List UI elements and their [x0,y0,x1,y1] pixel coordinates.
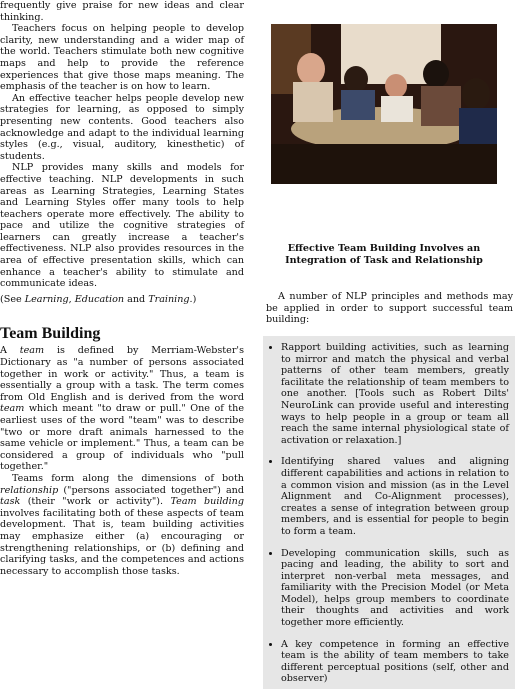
list-item: • Rapport building activities, such as learning to mirror and match the physical and verbal patterns of other team members, greatly facilitate the relationship of team members to one another. [Tools such as Robert Dilts' NeuroLink can provide useful and interesting ways to help people in a group or team all reach the same internal physiological state of activation or relaxation.] [281,342,509,446]
paragraph-intro: A number of NLP principles and methods may be applied in order to support successful team building: [266,291,513,326]
paragraph-team-definition: A team is defined by Merriam-Webster's Dictionary as "a number of persons associated together in work or activity." Thus, a team is essentially a group with a task. The term comes from Old English and is derived from the word team which meant "to draw or pull." One of the earliest uses of the word "team" was to describe "two or more draft animals harnessed to the same vehicle or implement." Thus, a team can be considered a group of individuals who "pull together." [0,345,244,473]
photo-caption: Effective Team Building Involves an Integration of Task and Relationship [285,243,483,266]
paragraph-nlp-skills: NLP provides many skills and models for effective teaching. NLP developments in such areas as Learning Strategies, Learning States and Learning Styles offer many tools to help teachers operate more effectively. The ability to pace and utilize the cognitive strategies of learners can greatly increase a teacher's effectiveness. NLP also provides resources in the area of effective presentation skills, which can enhance a teacher's ability to stimulate and communicate ideas. [0,162,244,290]
list-item: • Identifying shared values and aligning different capabilities and actions in relation to a common vision and mission (as in the Level Alignment and Co-Alignment processes), creates a sense of integration between group members, and is essential for people to begin to form a team. [281,456,509,537]
list-item: • Developing communication skills, such as pacing and leading, the ability to sort and interpret non-verbal meta messages, and familiarity with the Precision Model (or Meta Model), helps group members to coordinate their thoughts and activities and work together more efficiently. [281,548,509,629]
bullet-box [263,336,515,689]
list-item: • A key competence in forming an effective team is the ability of team members to take different perceptual positions (self, other and observer) [281,639,509,685]
paragraph-effective-teacher: An effective teacher helps people develop new strategies for learning, as opposed to simply presenting new contents. Good teachers also acknowledge and adapt to the individual learning styles (e.g., visual, auditory, kinesthetic) of students. [0,92,244,162]
paragraph-team-dimensions: Teams form along the dimensions of both relationship ("persons associated together") and task (their "work or activity"). Team building involves facilitating both of these aspects of team development. That is, team building activities may emphasize either (a) encouraging or strengthening relationships, or (b) defining and clarifying tasks, and the competences and actions necessary to accomplish those tasks. [0,472,244,577]
see-also-line: (See Learning, Education and Training.) [0,293,197,305]
left-column [0,0,244,577]
paragraph-praise: frequently give praise for new ideas and clear thinking. [0,0,244,23]
section-heading-team-building: Team Building [0,325,101,343]
team-photo [271,24,497,184]
paragraph-teachers-focus: Teachers focus on helping people to develop clarity, new understanding and a wider map of the world. Teachers stimulate both new cognitive maps and help to provide the reference experiences that give those maps meaning. The emphasis of the teacher is on how to learn. [0,23,244,93]
